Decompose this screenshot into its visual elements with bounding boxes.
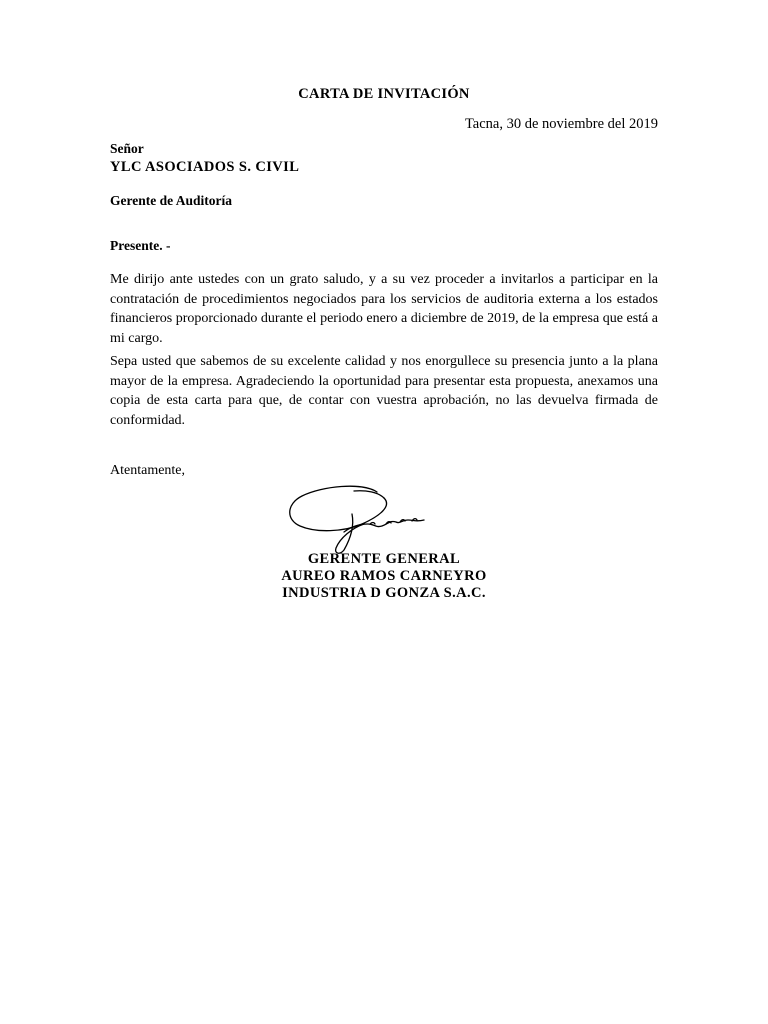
body-paragraph: Me dirijo ante ustedes con un grato saludo, y a su vez proceder a invitarlos a participar en la contratación de procedimientos negociados para los servicios de auditoria externa a los estados financieros proporcionado durante el periodo enero a diciembre de 2019, de la empresa que está a mi cargo. bbox=[110, 272, 658, 346]
recipient-position: Gerente de Auditoría bbox=[110, 193, 232, 208]
letter-date: Tacna, 30 de noviembre del 2019 bbox=[464, 116, 658, 132]
signatory-title: GERENTE GENERAL bbox=[307, 551, 461, 567]
body-paragraph: Sepa usted que sabemos de su excelente calidad y nos enorgullece su presencia junto a la plana mayor de la empresa. Agradeciendo la oportunidad para presentar esta propuesta, anexamos una copia de esta carta para que, de contar con vuestra aprobación, no las devuelva firmada de conformidad. bbox=[110, 354, 658, 428]
signatory-company: INDUSTRIA D GONZA S.A.C. bbox=[282, 585, 486, 601]
presente-line: Presente. - bbox=[110, 238, 171, 253]
closing-line: Atentamente, bbox=[110, 463, 186, 478]
letter-title: CARTA DE INVITACIÓN bbox=[298, 86, 470, 102]
salutation: Señor bbox=[110, 141, 144, 156]
recipient-name: YLC ASOCIADOS S. CIVIL bbox=[110, 159, 300, 175]
signatory-name: AUREO RAMOS CARNEYRO bbox=[281, 568, 487, 584]
handwritten-signature bbox=[282, 476, 432, 556]
